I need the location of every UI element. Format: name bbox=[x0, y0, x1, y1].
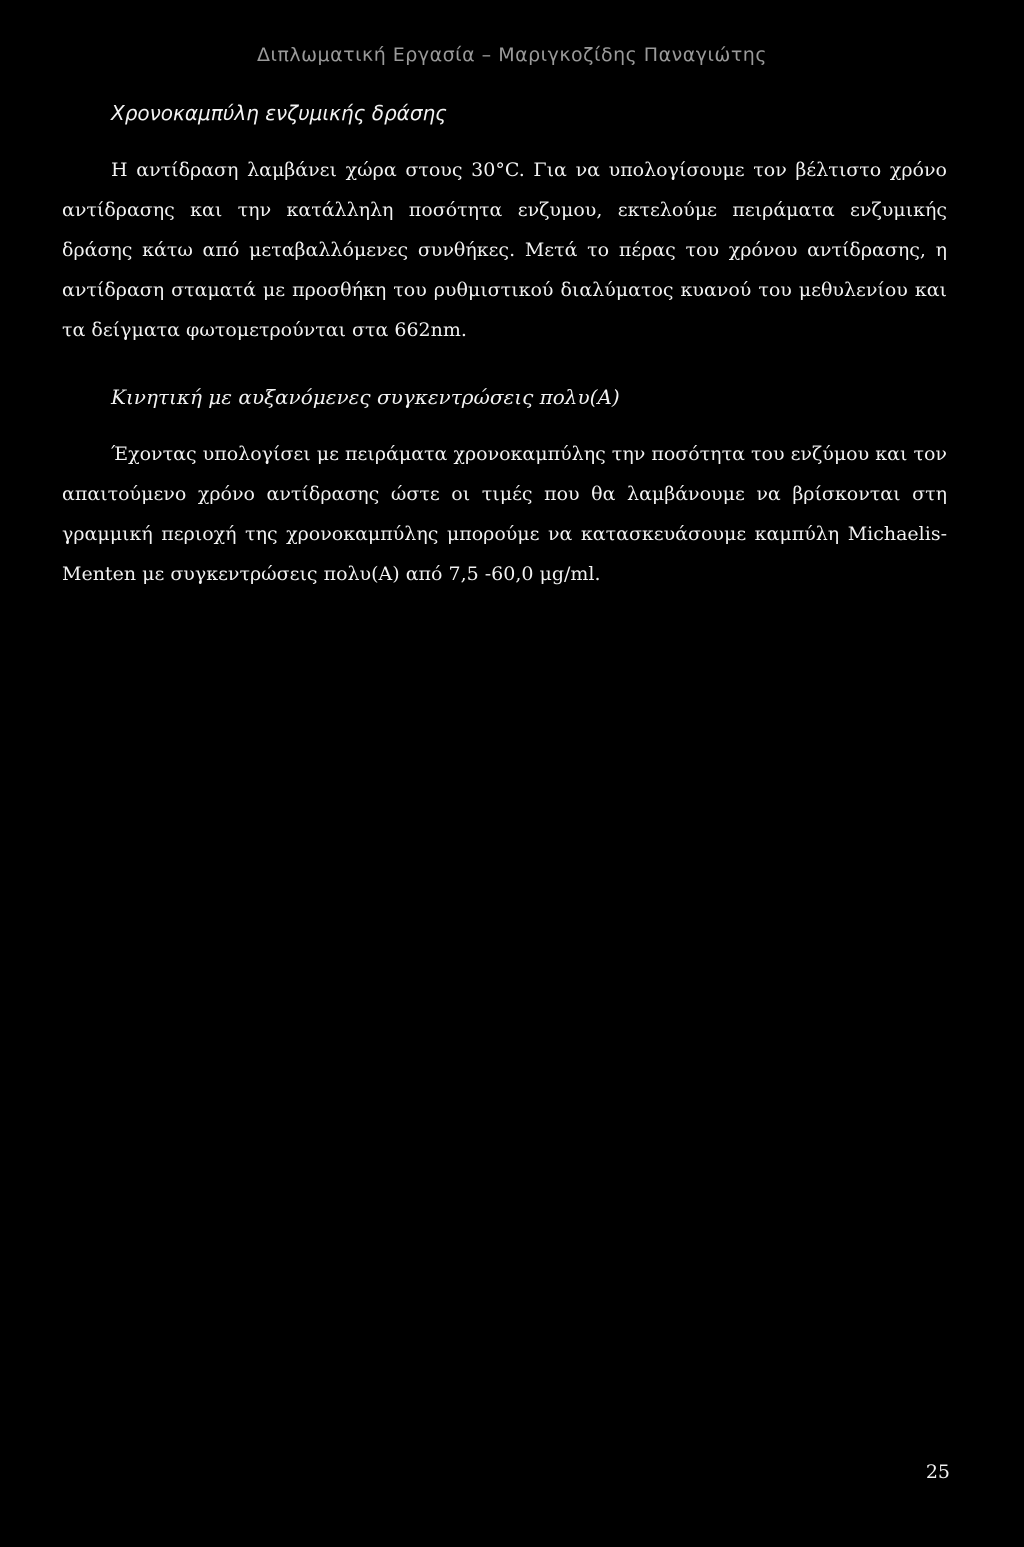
paragraph-time-curve: Η αντίδραση λαμβάνει χώρα στους 30°C. Για να υπολογίσουμε τον βέλτιστο χρόνο αντίδρασης και την κατάλληλη ποσότητα ενζυμου, εκτελούμε πειράματα ενζυμικής δράσης κάτω από μεταβαλλόμενες συνθήκες. Μετά το πέρας του χρόνου αντίδρασης, η αντίδραση σταματά με προσθήκη του ρυθμιστικού διαλύματος κυανού του μεθυλενίου και τα δείγματα φωτομετρούνται στα 662nm. bbox=[62, 159, 947, 341]
page-number: 25 bbox=[925, 1461, 950, 1483]
section-heading-kinetics: Κινητική με αυξανόμενες συγκεντρώσεις πολυ(Α) bbox=[111, 385, 620, 409]
section-heading-time-curve: Χρονοκαμπύλη ενζυμικής δράσης bbox=[111, 101, 447, 125]
paragraph-kinetics: Έχοντας υπολογίσει με πειράματα χρονοκαμπύλης την ποσότητα του ενζύμου και τον απαιτούμενο χρόνο αντίδρασης ώστε οι τιμές που θα λαμβάνουμε να βρίσκονται στη γραμμική περιοχή της χρονοκαμπύλης μπορούμε να κατασκευάσουμε καμπύλη Michaelis-Menten με συγκεντρώσεις πολυ(Α) από 7,5 -60,0 μg/ml. bbox=[62, 443, 947, 585]
running-header: Διπλωματική Εργασία – Μαριγκοζίδης Παναγιώτης bbox=[257, 44, 767, 66]
